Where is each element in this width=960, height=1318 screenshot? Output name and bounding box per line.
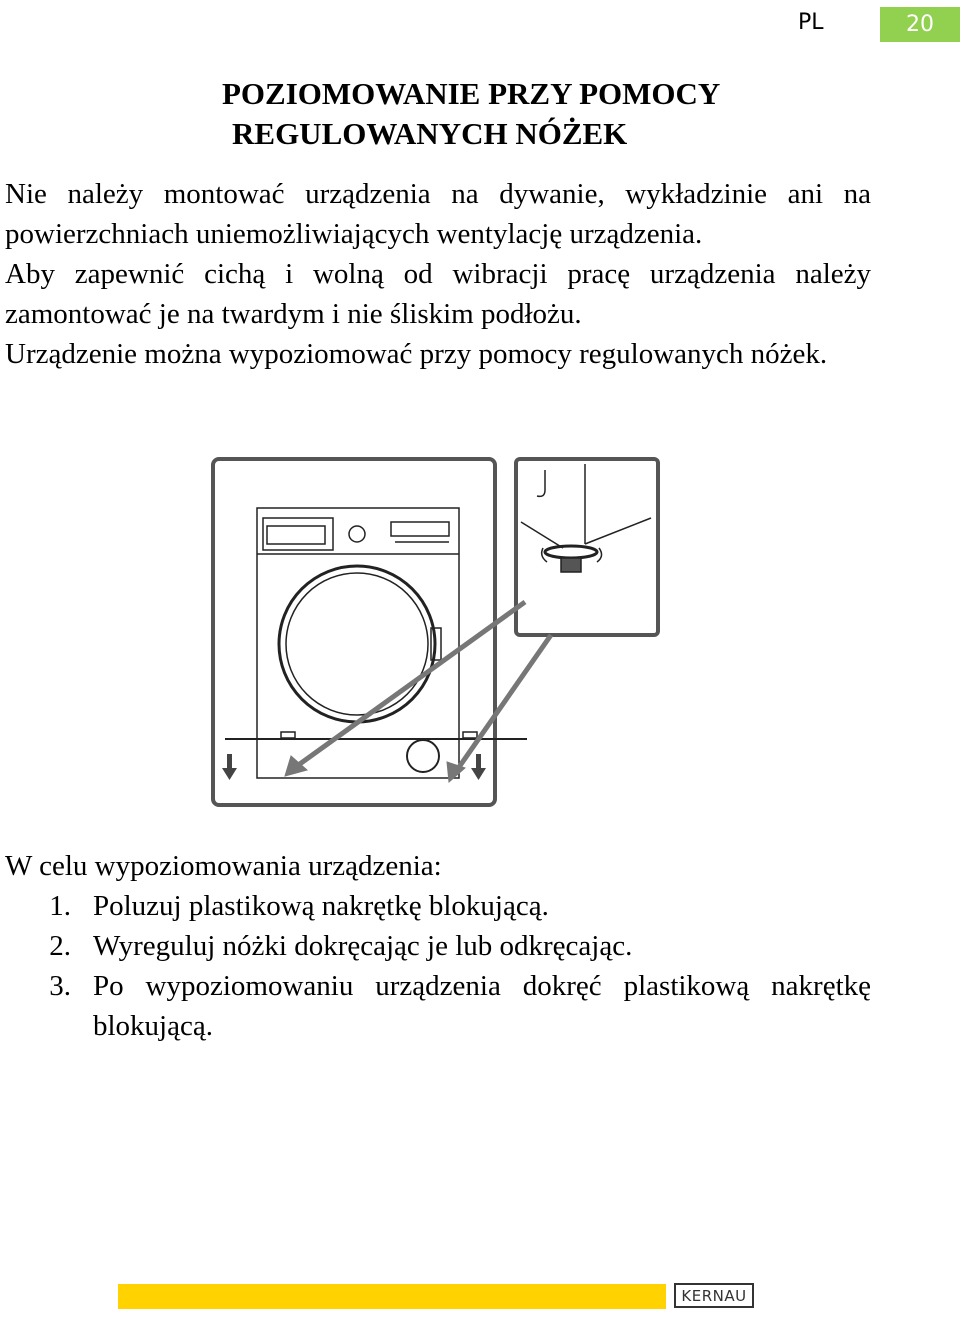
page-number-badge	[880, 7, 960, 42]
step-number: 2.	[49, 930, 71, 962]
instructions-intro: W celu wypoziomowania urządzenia:	[5, 850, 442, 882]
washing-machine-leveling-feet-illustration	[205, 452, 665, 812]
page-number: 20	[906, 12, 934, 37]
brand-logo	[674, 1283, 754, 1308]
list-item	[5, 926, 871, 966]
footer-accent-bar	[118, 1284, 666, 1309]
paragraph-leveling: Urządzenie można wypoziomować przy pomocy regulowanych nóżek.	[5, 338, 828, 370]
brand-name: KERNAU	[681, 1286, 747, 1305]
machine-frame	[213, 459, 495, 805]
step-number: 1.	[49, 890, 71, 922]
washing-machine-icon	[257, 508, 477, 778]
down-arrow-icon	[471, 754, 486, 780]
paragraph-stability: Aby zapewnić cichą i wolną od wibracji pracę urządzenia należy zamontować je na twardym i nie śliskim podłożu.	[5, 258, 871, 330]
title-line-2: REGULOWANYCH NÓŻEK	[232, 116, 628, 151]
language-code: PL	[798, 10, 824, 35]
title-line-1: POZIOMOWANIE PRZY POMOCY	[222, 76, 721, 111]
list-item	[5, 966, 871, 1046]
instructions	[5, 846, 871, 1046]
paragraph-surface: Nie należy montować urządzenia na dywanie, wykładzinie ani na powierzchniach uniemożliwiających wentylację urządzenia.	[5, 178, 871, 250]
list-item	[5, 886, 871, 926]
step-number: 3.	[49, 970, 71, 1002]
page-title	[222, 74, 762, 154]
step-text: Po wypoziomowaniu urządzenia dokręć plastikową nakrętkę blokującą.	[93, 970, 871, 1042]
step-text: Wyreguluj nóżki dokręcając je lub odkręcając.	[93, 930, 633, 962]
step-text: Poluzuj plastikową nakrętkę blokującą.	[93, 890, 549, 922]
down-arrow-icon	[222, 754, 237, 780]
